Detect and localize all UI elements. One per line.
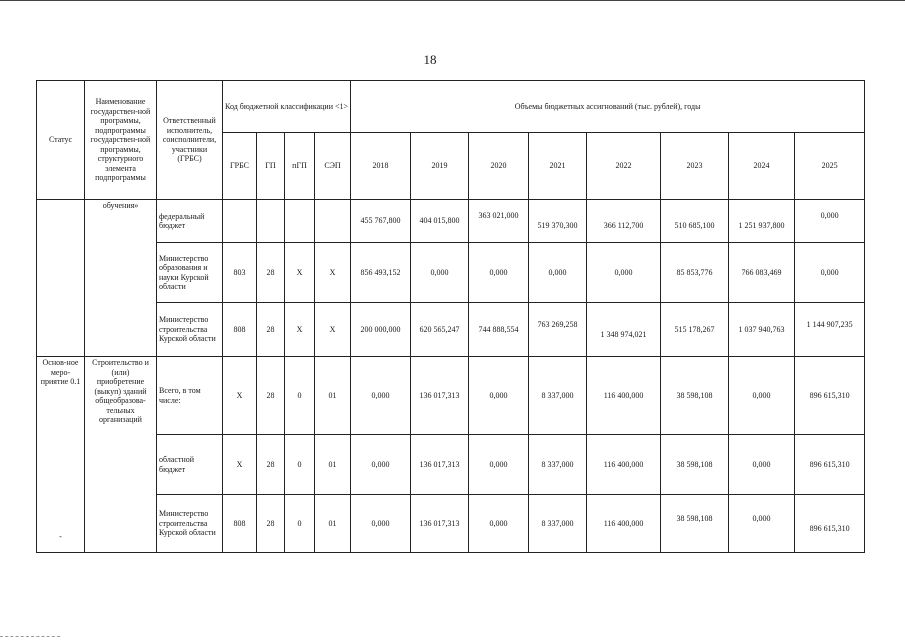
value-cell: 0,000 (469, 495, 529, 553)
page-number: 18 (423, 52, 437, 67)
value-cell: 519 370,300 (529, 200, 587, 243)
header-year: 2025 (795, 133, 865, 200)
page-top-border (0, 0, 905, 1)
value-cell: 116 400,000 (587, 495, 661, 553)
grbs-cell: 808 (223, 495, 257, 553)
grbs-cell: 803 (223, 243, 257, 303)
value-cell: 744 888,554 (469, 303, 529, 357)
pgp-cell: X (285, 303, 315, 357)
header-year: 2021 (529, 133, 587, 200)
value-cell: 200 000,000 (351, 303, 411, 357)
header-year: 2022 (587, 133, 661, 200)
header-sep: СЭП (315, 133, 351, 200)
value-cell: 1 348 974,021 (587, 303, 661, 357)
program-name-cell: Строительство и (или) приобретение (выкуп) зданий общеобразова-тельных организаций (85, 357, 157, 553)
value-cell: 0,000 (469, 243, 529, 303)
value-cell: 510 685,100 (661, 200, 729, 243)
value-cell: 366 112,700 (587, 200, 661, 243)
value-cell: 0,000 (795, 200, 865, 243)
value-cell: 0,000 (469, 357, 529, 435)
value-cell: 515 178,267 (661, 303, 729, 357)
gp-cell: 28 (257, 303, 285, 357)
status-mark: - (59, 531, 62, 541)
status-cell (37, 357, 85, 553)
value-cell: 38 598,108 (661, 357, 729, 435)
budget-table (36, 80, 865, 553)
table-row (37, 303, 865, 357)
program-name-cell: обучения» (85, 200, 157, 357)
value-cell: 136 017,313 (411, 357, 469, 435)
table-row (37, 357, 865, 435)
table-row (37, 495, 865, 553)
pgp-cell: 0 (285, 357, 315, 435)
value-cell: 763 269,258 (529, 303, 587, 357)
value-cell: 620 565,247 (411, 303, 469, 357)
value-cell: 0,000 (351, 357, 411, 435)
executor-cell: Министерство образования и науки Курской области (157, 243, 223, 303)
header-status: Статус (37, 81, 85, 200)
executor-cell: Министерство строительства Курской области (157, 303, 223, 357)
value-cell: 1 251 937,800 (729, 200, 795, 243)
executor-cell: Всего, в том числе: (157, 357, 223, 435)
header-budget-code: Код бюджетной классификации <1> (223, 81, 351, 133)
header-volumes: Объемы бюджетных ассигнований (тыс. рублей), годы (351, 81, 865, 133)
header-year: 2024 (729, 133, 795, 200)
table-row (37, 200, 865, 243)
sep-cell: X (315, 303, 351, 357)
gp-cell: 28 (257, 243, 285, 303)
header-year: 2023 (661, 133, 729, 200)
value-cell: 896 615,310 (795, 357, 865, 435)
header-year: 2018 (351, 133, 411, 200)
gp-cell: 28 (257, 495, 285, 553)
value-cell: 896 615,310 (795, 495, 865, 553)
executor-cell: областной бюджет (157, 435, 223, 495)
header-year: 2020 (469, 133, 529, 200)
value-cell: 136 017,313 (411, 435, 469, 495)
table-row (37, 243, 865, 303)
grbs-cell: X (223, 435, 257, 495)
grbs-cell: 808 (223, 303, 257, 357)
grbs-cell (223, 200, 257, 243)
status-cell (37, 200, 85, 357)
value-cell: 0,000 (587, 243, 661, 303)
sep-cell: 01 (315, 357, 351, 435)
value-cell: 0,000 (729, 357, 795, 435)
pgp-cell: 0 (285, 495, 315, 553)
header-pgp: пГП (285, 133, 315, 200)
gp-cell (257, 200, 285, 243)
value-cell: 0,000 (351, 495, 411, 553)
header-gp: ГП (257, 133, 285, 200)
value-cell: 0,000 (529, 243, 587, 303)
value-cell: 116 400,000 (587, 357, 661, 435)
gp-cell: 28 (257, 357, 285, 435)
value-cell: 896 615,310 (795, 435, 865, 495)
sep-cell: 01 (315, 495, 351, 553)
value-cell: 856 493,152 (351, 243, 411, 303)
table-row (37, 435, 865, 495)
pgp-cell: 0 (285, 435, 315, 495)
value-cell: 116 400,000 (587, 435, 661, 495)
value-cell: 38 598,108 (661, 435, 729, 495)
sep-cell: X (315, 243, 351, 303)
value-cell: 0,000 (411, 243, 469, 303)
header-grbs: ГРБС (223, 133, 257, 200)
value-cell: 8 337,000 (529, 495, 587, 553)
value-cell: 0,000 (351, 435, 411, 495)
header-year: 2019 (411, 133, 469, 200)
sep-cell (315, 200, 351, 243)
value-cell: 404 015,800 (411, 200, 469, 243)
pgp-cell: X (285, 243, 315, 303)
value-cell: 8 337,000 (529, 435, 587, 495)
value-cell: 0,000 (469, 435, 529, 495)
executor-cell: федеральный бюджет (157, 200, 223, 243)
pgp-cell (285, 200, 315, 243)
sep-cell: 01 (315, 435, 351, 495)
header-executor: Ответственный исполнитель, соисполнители, участники (ГРБС) (157, 81, 223, 200)
value-cell: 0,000 (729, 495, 795, 553)
value-cell: 766 083,469 (729, 243, 795, 303)
value-cell: 363 021,000 (469, 200, 529, 243)
value-cell: 1 144 907,235 (795, 303, 865, 357)
header-program-name: Наименование государствен-ной программы, подпрограммы государствен-ной программы, структурного элемента подпрограммы (85, 81, 157, 200)
scan-artifact-line (0, 636, 60, 637)
value-cell: 1 037 940,763 (729, 303, 795, 357)
gp-cell: 28 (257, 435, 285, 495)
value-cell: 455 767,800 (351, 200, 411, 243)
grbs-cell: X (223, 357, 257, 435)
value-cell: 38 598,108 (661, 495, 729, 553)
executor-cell: Министерство строительства Курской области (157, 495, 223, 553)
value-cell: 85 853,776 (661, 243, 729, 303)
status-label: Основ-ное меро-приятие 0.1 (40, 358, 81, 386)
value-cell: 0,000 (795, 243, 865, 303)
value-cell: 136 017,313 (411, 495, 469, 553)
value-cell: 0,000 (729, 435, 795, 495)
value-cell: 8 337,000 (529, 357, 587, 435)
